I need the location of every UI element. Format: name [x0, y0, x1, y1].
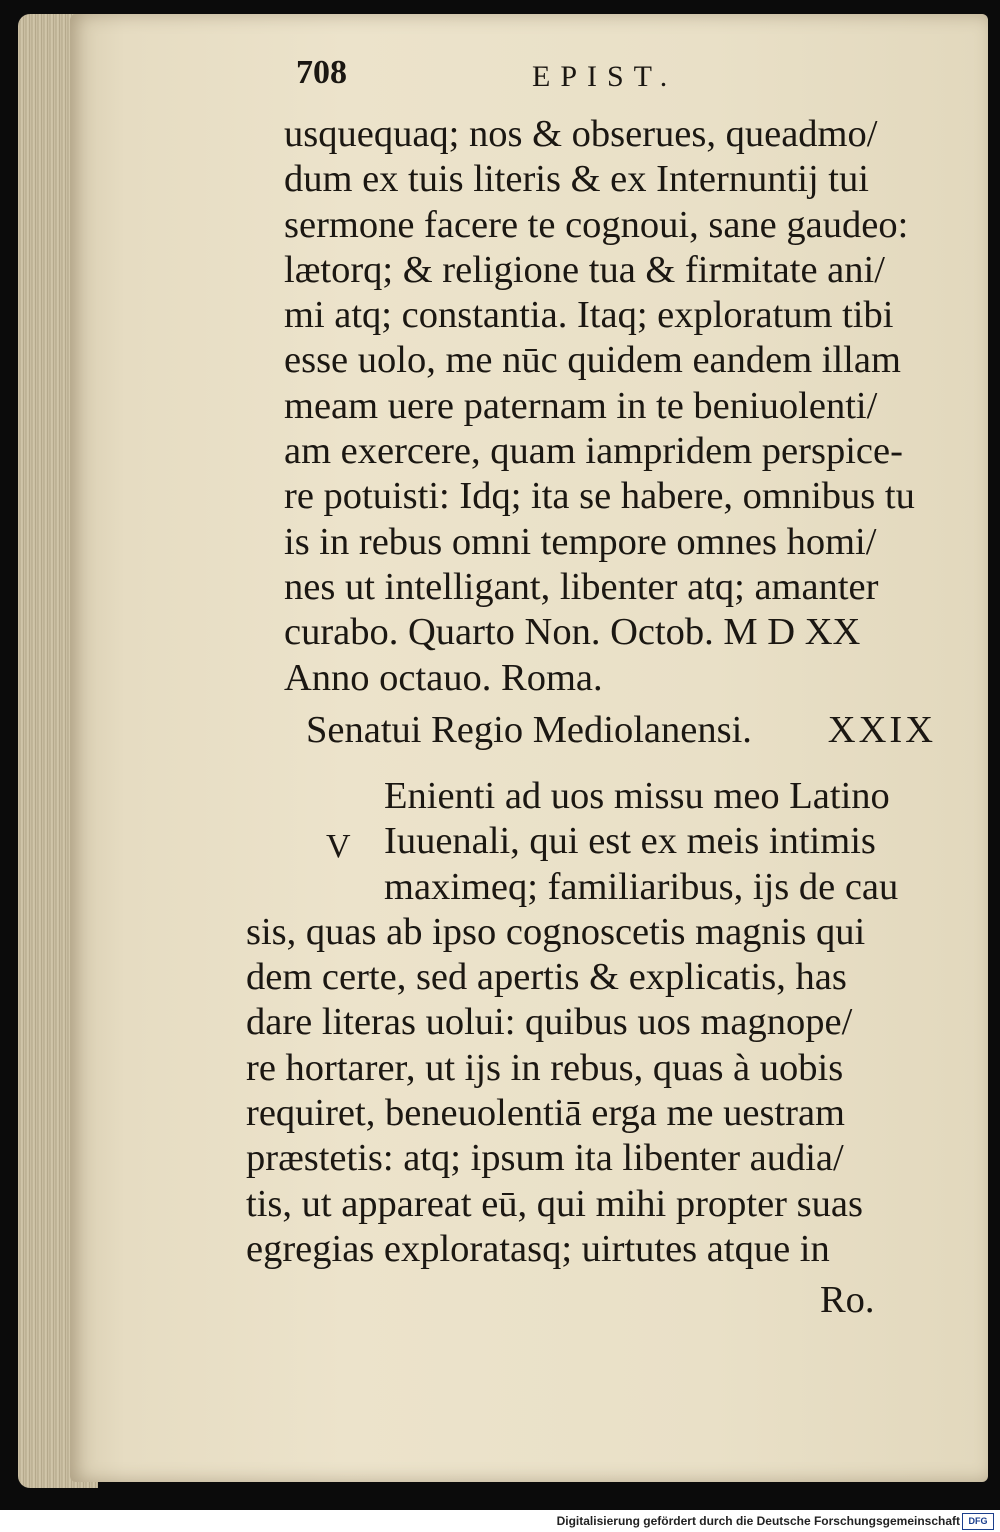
catchword: Ro.: [820, 1279, 875, 1321]
dfg-logo: DFG: [962, 1513, 994, 1530]
text-line: mi atq; constantia. Itaq; exploratum tibi: [284, 294, 894, 337]
text-line: is in rebus omni tempore omnes homi/: [284, 520, 877, 563]
text-line: Iuuenali, qui est ex meis intimis: [384, 820, 876, 863]
letter-2-heading: [306, 708, 936, 752]
text-line: Anno octauo. Roma.: [284, 656, 603, 699]
text-line: usquequaq; nos & obserues, queadmo/: [284, 113, 878, 155]
text-line: dum ex tuis literis & ex Internuntij tui: [284, 158, 869, 201]
text-line: præstetis: atq; ipsum ita libenter audia/: [246, 1137, 844, 1180]
text-line: requiret, beneuolentiā erga me uestram: [246, 1092, 845, 1135]
text-line: nes ut intelligant, libenter atq; amanter: [284, 565, 879, 608]
text-line: Enienti ad uos missu meo Latino: [384, 775, 890, 817]
text-line: maximeq; familiaribus, ijs de cau: [384, 865, 899, 908]
text-line: sis, quas ab ipso cognoscetis magnis qui: [246, 910, 866, 953]
funding-credit: Digitalisierung gefördert durch die Deutsche Forschungsgemeinschaft: [556, 1514, 960, 1528]
text-line: am exercere, quam iampridem perspice-: [284, 430, 903, 473]
page-number: 708: [296, 54, 347, 91]
initial-letter: V: [326, 828, 351, 865]
letter-addressee: Senatui Regio Mediolanensi.: [306, 709, 752, 751]
text-line: meam uere paternam in te beniuolenti/: [284, 384, 878, 427]
text-line: esse uolo, me nūc quidem eandem illam: [284, 339, 901, 382]
text-line: dare literas uolui: quibus uos magnope/: [246, 1001, 853, 1044]
running-head: EPIST.: [532, 60, 678, 93]
text-line: sermone facere te cognoui, sane gaudeo:: [284, 203, 909, 246]
letter-2-text: [246, 774, 946, 1272]
text-line: tis, ut appareat eū, qui mihi propter suas: [246, 1182, 863, 1225]
text-line: lætorq; & religione tua & firmitate ani/: [284, 248, 885, 291]
text-line: curabo. Quarto Non. Octob. M D XX: [284, 611, 861, 654]
text-line: re potuisti: Idq; ita se habere, omnibus tu: [284, 475, 915, 518]
page-header: [296, 54, 936, 104]
letter-1-text: [284, 112, 944, 701]
text-line: egregias exploratasq; uirtutes atque in: [246, 1227, 830, 1270]
letter-number: XXIX: [827, 709, 936, 751]
text-line: re hortarer, ut ijs in rebus, quas à uobis: [246, 1046, 844, 1089]
text-line: dem certe, sed apertis & explicatis, has: [246, 956, 847, 999]
